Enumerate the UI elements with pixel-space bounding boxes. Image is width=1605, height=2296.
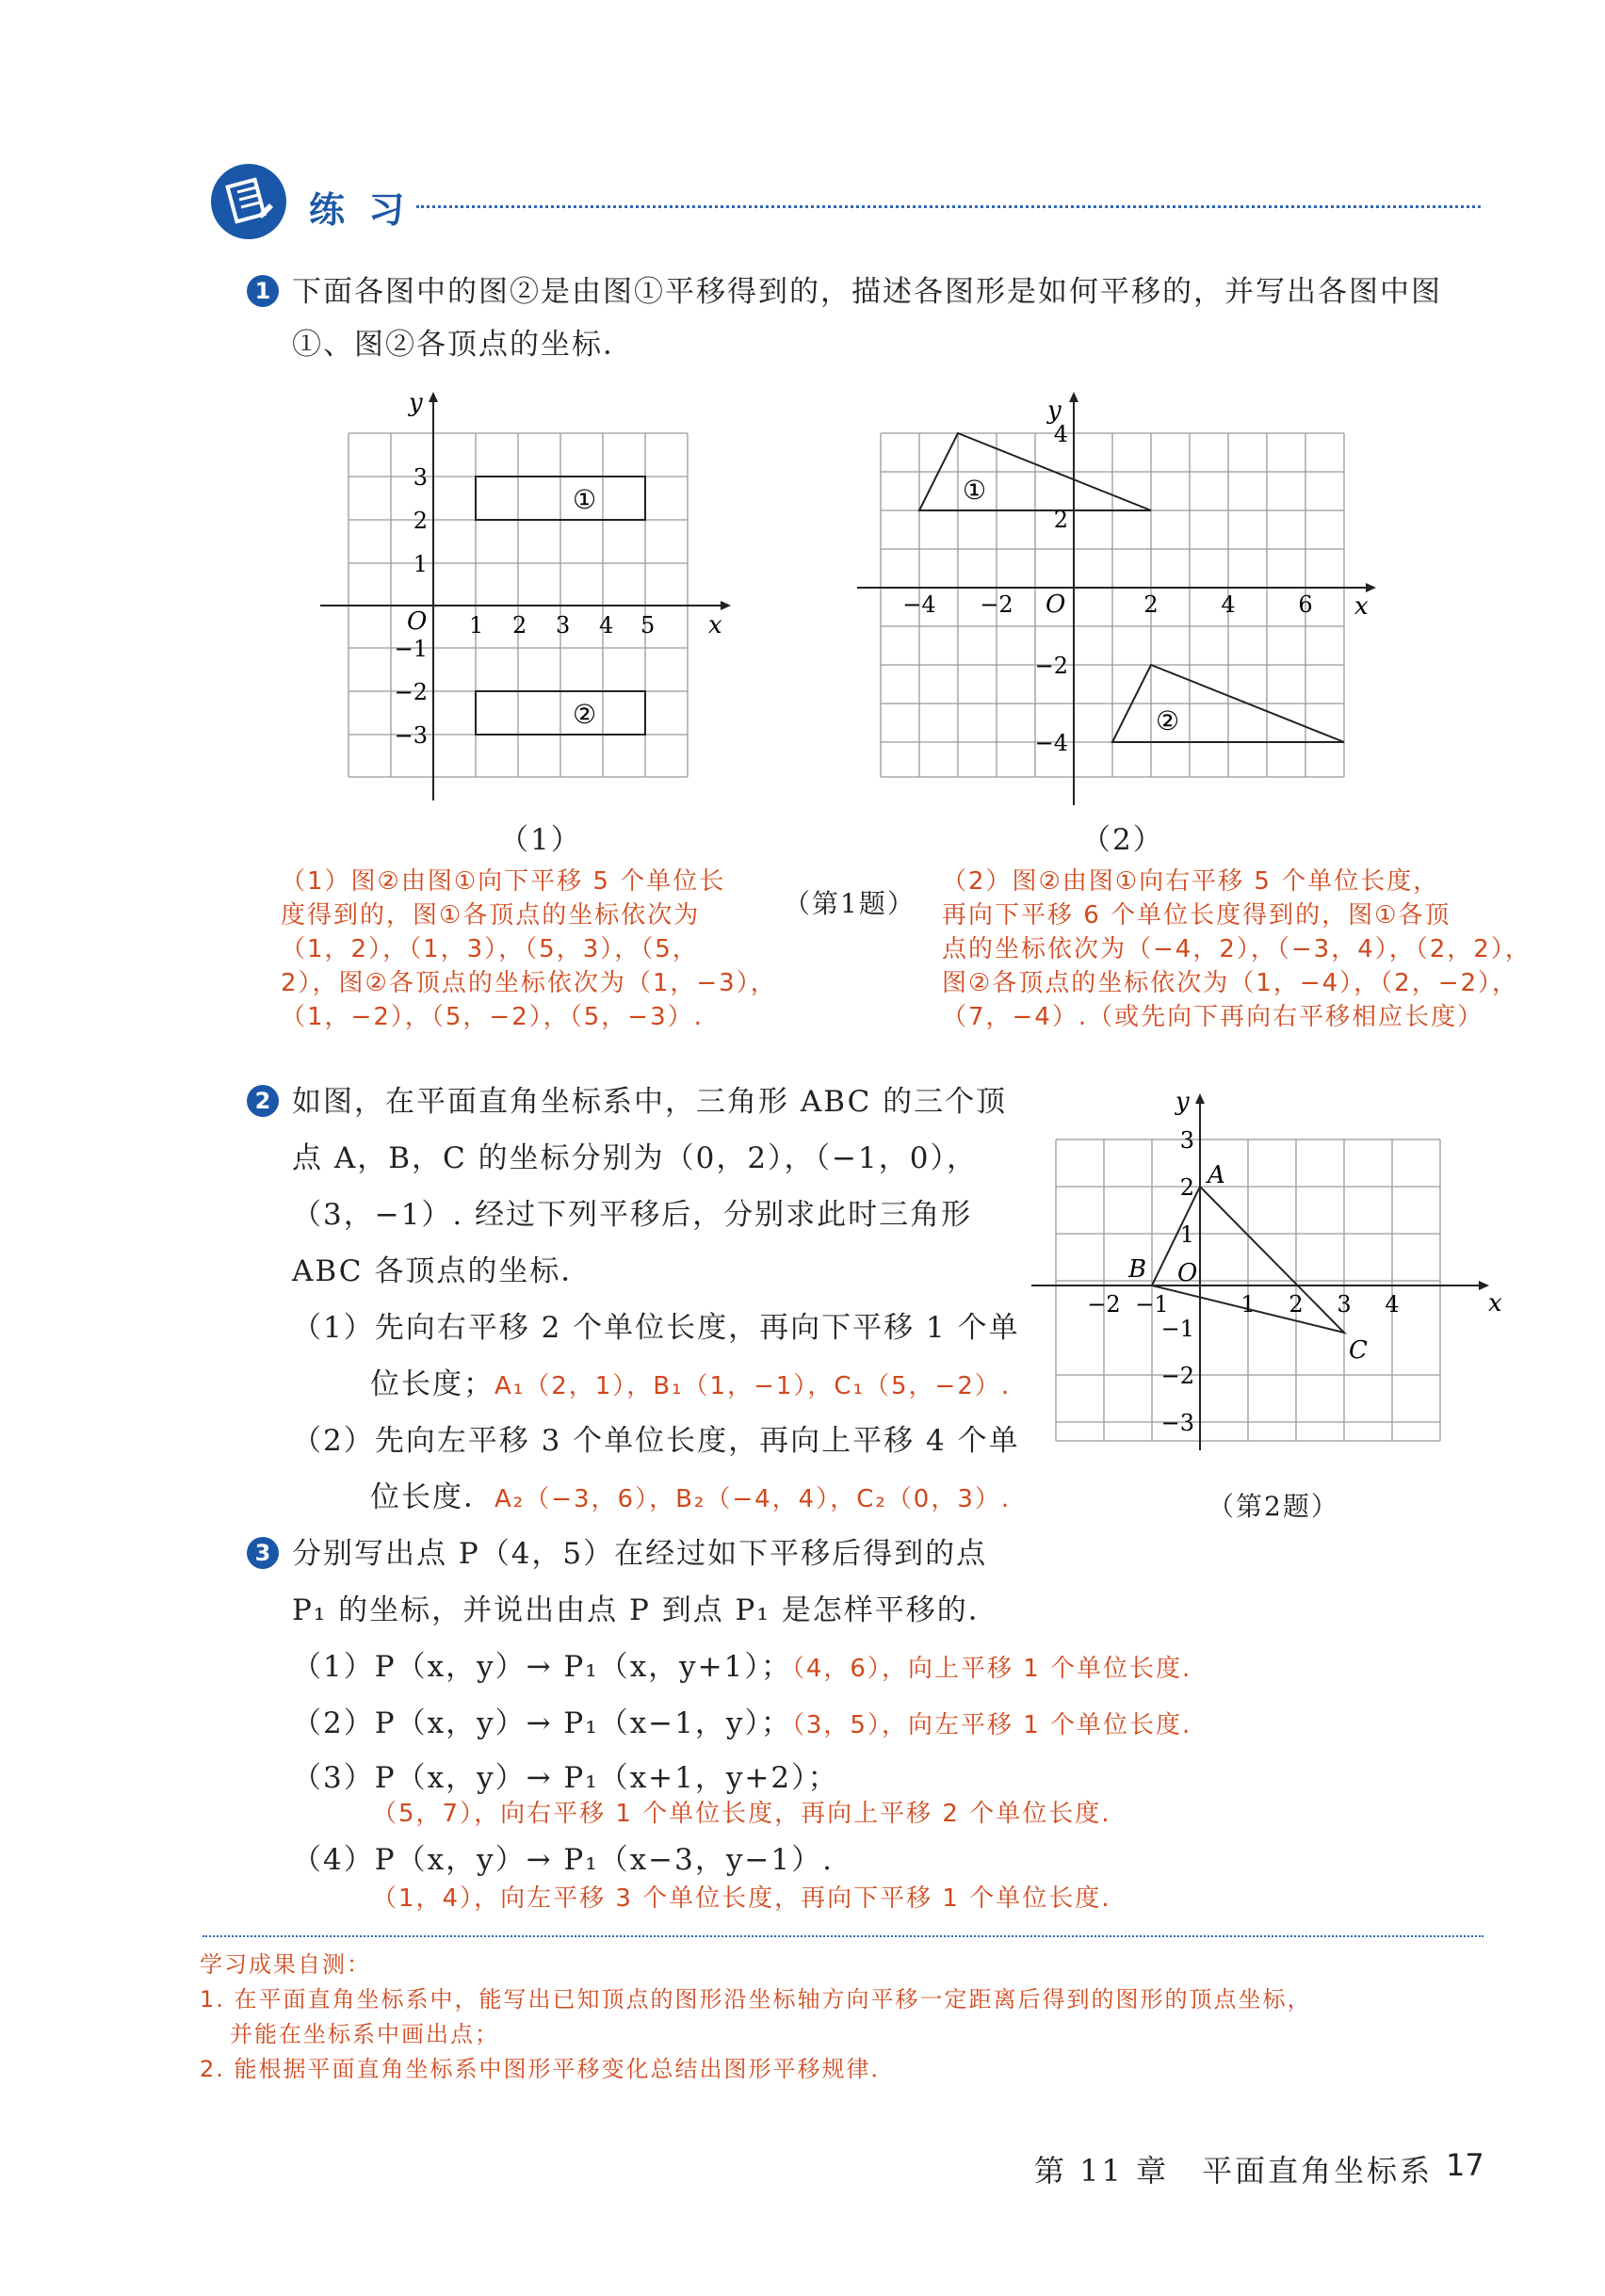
- answer-line: （1，−2），（5，−2），（5，−3）.: [281, 1003, 704, 1031]
- item-question: （1）P（x，y）→ P₁（x，y+1）；: [292, 1650, 792, 1684]
- page-title: 练 习: [309, 189, 411, 231]
- x-tick: 3: [556, 612, 571, 639]
- y-tick: 2: [1179, 1174, 1194, 1201]
- y-axis-label: y: [1175, 1088, 1190, 1116]
- y-axis-label: y: [1047, 396, 1062, 425]
- y-axis-arrow: [1195, 1093, 1205, 1104]
- sub-text: 位长度；: [370, 1367, 494, 1401]
- x-axis-label: x: [1354, 592, 1369, 621]
- self-test-item-1-cont: 并能在坐标系中画出点；: [230, 2021, 499, 2047]
- question-2-sub-2: （2）先向左平移 3 个单位长度，再向上平移 4 个单: [292, 1424, 1020, 1458]
- y-tick: 1: [1179, 1221, 1194, 1248]
- q1-figure-1: [311, 391, 735, 815]
- figure-2-caption: （2）: [1081, 823, 1164, 857]
- notebook-icon: [209, 162, 288, 241]
- x-tick: 2: [512, 612, 527, 639]
- figure-label-q1: （第1题）: [784, 888, 916, 919]
- x-tick: 1: [1240, 1291, 1256, 1318]
- answer-line: 度得到的，图①各顶点的坐标依次为: [281, 901, 701, 930]
- q1-figure-2: [852, 391, 1389, 815]
- question-2-text: 如图，在平面直角坐标系中，三角形 ABC 的三个顶: [292, 1085, 1008, 1119]
- answer-line: 2），图②各顶点的坐标依次为（1，−3），: [281, 969, 777, 997]
- answer-line: 点的坐标依次为（−4，2），（−3，4），（2，2），: [942, 935, 1532, 963]
- y-tick: 4: [1053, 421, 1068, 447]
- question-1-text-cont: ①、图②各顶点的坐标．: [292, 328, 634, 362]
- self-test-item-1: 1. 在平面直角坐标系中，能写出已知顶点的图形沿坐标轴方向平移一定距离后得到的图形的顶点坐标，: [200, 1986, 1312, 2013]
- question-2-text: 点 A，B，C 的坐标分别为（0，2），（−1，0），: [292, 1141, 978, 1175]
- y-tick: −2: [1160, 1363, 1194, 1389]
- question-2-text: （3，−1）. 经过下列平移后，分别求此时三角形: [292, 1198, 973, 1232]
- question-2-badge: 2: [247, 1085, 279, 1117]
- answer-line: （7，−4）.（或先向下再向右平移相应长度）: [942, 1003, 1484, 1031]
- x-tick: −2: [980, 591, 1013, 618]
- x-axis-arrow: [1366, 583, 1376, 592]
- x-axis-label: x: [1488, 1289, 1502, 1318]
- self-test-divider: [203, 1935, 1483, 1937]
- figure-1-caption: （1）: [499, 823, 582, 857]
- sub-1-answer: A₁（2，1），B₁（1，−1），C₁（5，−2）.: [494, 1372, 1012, 1400]
- x-axis-arrow: [721, 601, 731, 610]
- q3-item-3: （3）P（x，y）→ P₁（x+1，y+2）；: [292, 1761, 839, 1795]
- shape-2-label: ②: [1156, 705, 1180, 736]
- y-tick: 2: [1053, 507, 1068, 533]
- x-tick: 4: [1385, 1291, 1400, 1318]
- question-2-text: ABC 各顶点的坐标．: [292, 1254, 592, 1288]
- x-tick: 6: [1298, 591, 1313, 618]
- item-question: （2）P（x，y）→ P₁（x−1，y）；: [292, 1706, 792, 1740]
- question-3-text: 分别写出点 P（4，5）在经过如下平移后得到的点: [292, 1537, 988, 1571]
- shape-2-label: ②: [573, 699, 597, 730]
- y-tick: 3: [413, 464, 428, 491]
- page-number: 17: [1446, 2147, 1484, 2183]
- y-tick: −2: [394, 679, 428, 705]
- shape-1-label: ①: [573, 484, 597, 515]
- y-tick: −2: [1034, 653, 1068, 679]
- origin-label: O: [1177, 1259, 1198, 1287]
- answer-line: （1）图②由图①向下平移 5 个单位长: [281, 867, 726, 896]
- axes: [320, 400, 721, 800]
- x-tick: 3: [1337, 1291, 1352, 1318]
- x-tick: −2: [1087, 1291, 1121, 1318]
- q3-item-4-answer: （1，4），向左平移 3 个单位长度，再向下平移 1 个单位长度.: [372, 1884, 1111, 1913]
- figure-label-q2: （第2题）: [1208, 1491, 1339, 1522]
- question-3-badge: 3: [247, 1537, 279, 1569]
- q2-figure: [1027, 1083, 1512, 1460]
- x-tick: 1: [469, 612, 484, 639]
- q3-item-2: [292, 1705, 1192, 1744]
- y-tick: −1: [394, 636, 428, 662]
- y-tick: −3: [394, 722, 428, 749]
- exercise-header: [209, 162, 1481, 247]
- x-tick: 4: [1221, 591, 1236, 618]
- x-tick: −4: [902, 591, 936, 618]
- y-tick: −4: [1034, 730, 1068, 756]
- x-tick: 4: [599, 612, 614, 639]
- y-tick: 3: [1179, 1127, 1194, 1154]
- self-test-item-2: 2. 能根据平面直角坐标系中图形平移变化总结出图形平移规律．: [200, 2056, 896, 2082]
- y-tick: −3: [1160, 1410, 1194, 1436]
- x-tick: 2: [1289, 1291, 1304, 1318]
- question-3-text-cont: P₁ 的坐标，并说出由点 P 到点 P₁ 是怎样平移的．: [292, 1593, 999, 1627]
- sub-2-answer: A₂（−3，6），B₂（−4，4），C₂（0，3）.: [494, 1485, 1012, 1513]
- self-test: [200, 1948, 1312, 2087]
- item-answer: （3，5），向左平移 1 个单位长度.: [791, 1711, 1192, 1739]
- question-1-badge: 1: [247, 275, 279, 307]
- y-axis-arrow: [429, 392, 438, 402]
- origin-label: O: [407, 607, 428, 636]
- answer-line: 再向下平移 6 个单位长度得到的，图①各顶: [942, 901, 1451, 930]
- question-2-sub-2-cont: [370, 1479, 1011, 1518]
- item-answer: （4，6），向上平移 1 个单位长度.: [791, 1655, 1192, 1683]
- x-tick: 2: [1143, 591, 1159, 618]
- grid: [1056, 1140, 1440, 1441]
- y-tick: −1: [1160, 1316, 1194, 1342]
- y-axis-label: y: [409, 391, 423, 417]
- q3-item-1: [292, 1648, 1192, 1688]
- q1-answer-2: [942, 865, 1532, 1034]
- question-2-sub-1-cont: [370, 1366, 1011, 1405]
- footer-chapter: 第 11 章 平面直角坐标系: [1034, 2153, 1434, 2189]
- x-tick: 5: [640, 612, 656, 639]
- q3-item-4: （4）P（x，y）→ P₁（x−3，y−1）.: [292, 1843, 834, 1877]
- question-2-sub-1: （1）先向右平移 2 个单位长度，再向下平移 1 个单: [292, 1311, 1020, 1345]
- origin-label: O: [1046, 590, 1066, 619]
- y-tick: 1: [413, 551, 428, 577]
- vertex-a-label: A: [1208, 1161, 1225, 1189]
- y-axis-arrow: [1069, 392, 1078, 402]
- axes: [1031, 1102, 1479, 1450]
- q1-answer-1: [281, 865, 777, 1034]
- x-axis-label: x: [708, 611, 722, 639]
- x-tick: −1: [1135, 1291, 1169, 1318]
- header-divider: [416, 205, 1481, 208]
- shape-1-label: ①: [963, 475, 987, 506]
- y-tick: 2: [413, 508, 428, 534]
- q3-item-3-answer: （5，7），向右平移 1 个单位长度，再向上平移 2 个单位长度.: [372, 1800, 1111, 1828]
- vertex-b-label: B: [1128, 1255, 1147, 1284]
- answer-line: （2）图②由图①向右平移 5 个单位长度，: [942, 867, 1440, 896]
- question-1-text: 下面各图中的图②是由图①平移得到的，描述各图形是如何平移的，并写出各图中图: [292, 275, 1442, 309]
- sub-text: 位长度．: [370, 1480, 494, 1514]
- answer-line: （1，2），（1，3），（5，3），（5，: [281, 935, 699, 963]
- self-test-title: 学习成果自测：: [200, 1951, 371, 1978]
- vertex-c-label: C: [1349, 1336, 1368, 1365]
- grid: [881, 433, 1344, 777]
- answer-line: 图②各顶点的坐标依次为（1，−4），（2，−2），: [942, 969, 1519, 997]
